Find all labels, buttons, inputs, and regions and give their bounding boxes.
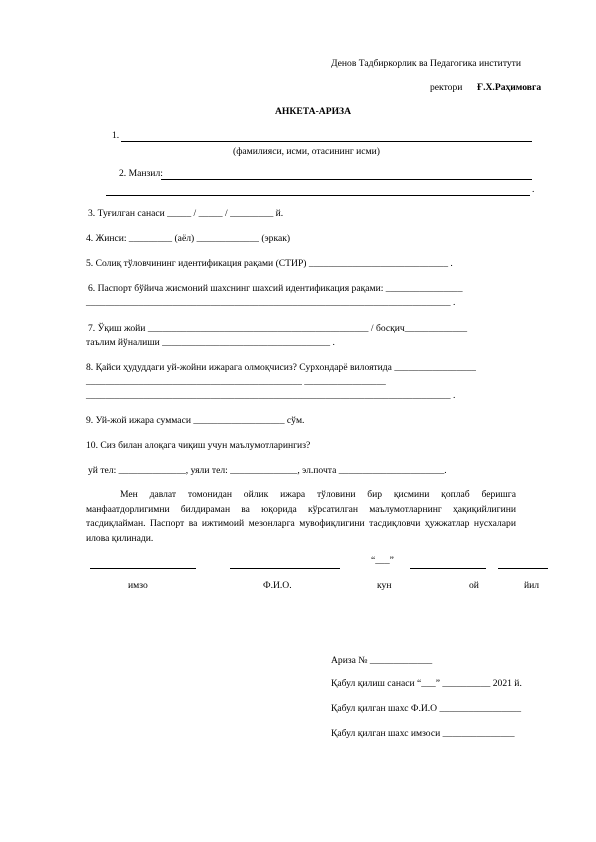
address-line-1[interactable] xyxy=(161,179,532,180)
year-line[interactable] xyxy=(498,568,548,569)
day-quote: “___” xyxy=(371,555,394,566)
rector-position: ректори xyxy=(430,82,463,93)
page-title: АНКЕТА-АРИЗА xyxy=(275,106,352,117)
gender-field: 4. Жинси: _________ (аёл) _____________ (эркак) xyxy=(86,233,291,244)
label-month: ой xyxy=(469,580,479,591)
address-line-2[interactable] xyxy=(106,195,530,196)
rent-region-cont-1: _____________________________________________ _________________ xyxy=(86,376,386,387)
label-day: кун xyxy=(377,580,392,591)
address-label: 2. Манзил: xyxy=(119,168,163,179)
institute-name: Денов Тадбиркорлик ва Педагогика институти xyxy=(331,58,522,69)
tin-field: 5. Солиқ тўловчининг идентификация рақами (СТИР) _____________________________ . xyxy=(86,258,453,269)
rent-region-cont-2: ____________________________________________________________________________ . xyxy=(86,390,456,401)
birth-date-field: 3. Туғилган санаси _____ / _____ / _________ й. xyxy=(88,208,284,219)
application-number: Ариза № _____________ xyxy=(331,655,433,666)
pinfl-field-cont: ____________________________________________________________________________ . xyxy=(86,297,456,308)
study-direction-field: таълим йўналиши ___________________________________ . xyxy=(86,337,335,348)
full-name-hint: (фамилияси, исми, отасининг исми) xyxy=(233,146,380,157)
contact-question: 10. Сиз билан алоқага чиқиш учун маълумотларингиз? xyxy=(86,440,311,451)
address-end: . xyxy=(532,184,535,195)
rent-region-field: 8. Қайси ҳудуддаги уй-жойни ижарага олмоқчисиз? Сурхондарё вилоятида _________________ xyxy=(86,362,476,373)
addressee-name: Ғ.Х.Раҳимовга xyxy=(477,82,542,93)
received-by-name: Қабул қилган шахс Ф.И.О _________________ xyxy=(331,703,522,714)
received-date: Қабул қилиш санаси “___” __________ 2021 й. xyxy=(331,678,522,689)
declaration-text: Мен давлат томонидан ойлик ижара тўловини бир қисмини қоплаб беришга манфаатдорлигимни билдираман ва юқорида кўрсатилган маълумотларнинг ҳақиқийлигини тасдиқлайман. Паспорт ва ижтимоий мезонларга мувофиқлигини тасдиқловчи ҳужжатлар нусхалари илова қилинади. xyxy=(86,489,516,544)
received-by-signature: Қабул қилган шахс имзоси _______________ xyxy=(331,728,515,739)
month-line[interactable] xyxy=(410,568,486,569)
field-1-number: 1. xyxy=(112,130,120,141)
rent-amount-field: 9. Уй-жой ижара суммаси ___________________ сўм. xyxy=(86,415,305,426)
fio-line[interactable] xyxy=(230,568,340,569)
full-name-line[interactable] xyxy=(121,141,532,142)
study-place-field: 7. Ўқиш жойи ______________________________________________ / босқич_____________ xyxy=(88,323,468,334)
label-fio: Ф.И.О. xyxy=(263,580,292,591)
contact-fields: уй тел: ______________, уяли тел: ______________, эл.почта ______________________. xyxy=(88,465,447,476)
signature-line[interactable] xyxy=(90,568,196,569)
label-year: йил xyxy=(524,580,540,591)
pinfl-field: 6. Паспорт бўйича жисмоний шахснинг шахсий идентификация рақами: ________________ xyxy=(88,283,463,294)
label-signature: имзо xyxy=(128,580,148,591)
